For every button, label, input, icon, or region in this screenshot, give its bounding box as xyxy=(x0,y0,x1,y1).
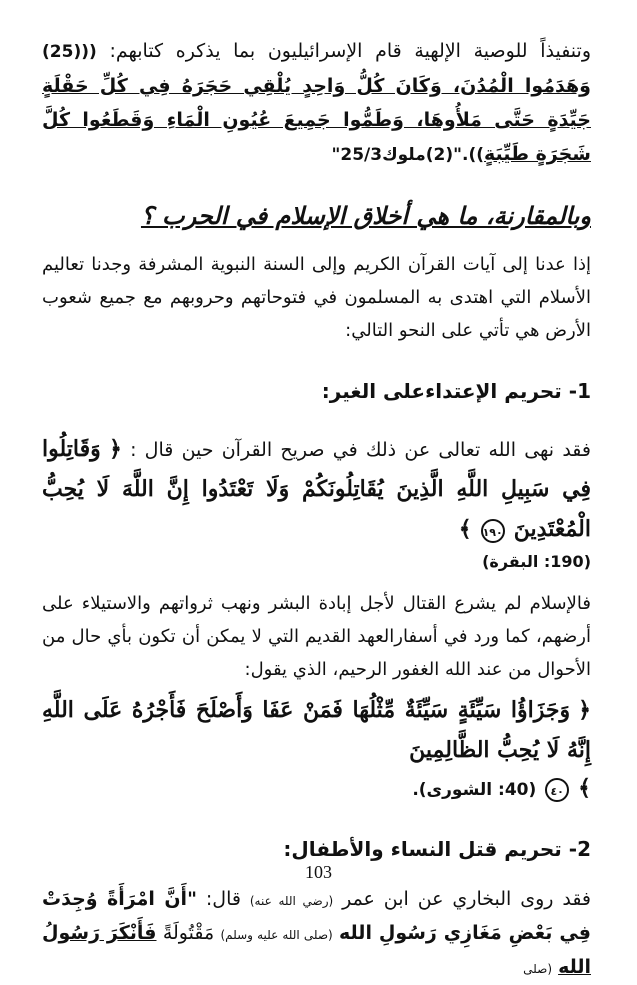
intro-paragraph: إذا عدنا إلى آيات القرآن الكريم وإلى السنة النبوية المشرفة وجدنا تعاليم الأسلام التي اهتدى به المسلمون في فتوحاتهم وحروبهم مع جميع شعوب الأرض هي تأتي على النحو التالي: xyxy=(42,254,591,341)
opening-intro: وتنفيذاً للوصية الإلهية قام الإسرائيليون بما يذكره كتابهم: xyxy=(109,40,592,62)
page-number: 103 xyxy=(305,862,332,882)
quran-verse-190: وَقَاتِلُوا فِي سَبِيلِ اللَّهِ الَّذِينَ يُقَاتِلُونَكُمْ وَلَا تَعْتَدُوا إِنَّ اللَّهَ لَا يُحِبُّ الْمُعْتَدِينَ xyxy=(42,436,591,542)
hadith-text-b: مَقْتُولَةً xyxy=(162,922,215,944)
quote-close-mark: )) xyxy=(468,145,485,165)
quran-verse-40: وَجَزَاؤُا سَيِّئَةٍ سَيِّئَةٌ مِّثْلُهَا فَمَنْ عَفَا وَأَصْلَحَ فَأَجْرُهُ عَلَى اللَّهِ إِنَّهُ لَا يُحِبُّ الظَّالِمِينَ xyxy=(42,697,591,763)
subheading-1: 1- تحريم الإعتداءعلى الغير: xyxy=(321,379,591,403)
hadith-text-c: فَأَنْكَرَ رَسُولُ الله xyxy=(42,922,591,978)
verse-number: (25) xyxy=(42,42,82,62)
verse-reference-1: (190: البقرة) xyxy=(482,552,591,571)
honorific-radi: (رضي الله عنه) xyxy=(249,894,334,908)
verse-reference-text-2: (40: الشورى). xyxy=(412,780,537,800)
quran-intro-1 xyxy=(42,429,591,549)
ayah-number-mark: ١٩٠ xyxy=(481,519,505,543)
quran-intro-text: فقد نهى الله تعالى عن ذلك في صريح القرآن حين قال : xyxy=(130,439,591,461)
biblical-source: ."(2)ملوك25/3" xyxy=(331,145,469,165)
quote-open-mark: (( xyxy=(81,42,97,62)
verse-reference-2 xyxy=(42,776,591,803)
biblical-quote: وَهَدَمُوا الْمُدُنَ، وَكَانَ كُلُّ وَاحِدٍ يُلْقِي حَجَرَهُ فِي كُلِّ حَقْلَةٍ جَيِّدَةٍ حَتَّى مَلأُوهَا، وَطَمُّوا جَمِيعَ عُيُونِ الْمَاءِ وَقَطَعُوا كُلَّ شَجَرَةٍ طَيِّبَةٍ xyxy=(42,75,591,165)
subheading-2: 2- تحريم قتل النساء والأطفال: xyxy=(283,837,591,861)
hadith-said: قال: xyxy=(205,888,241,910)
explanation-paragraph: فالإسلام لم يشرع القتال لأجل إبادة البشر ونهب ثرواتهم والاستيلاء على أرضهم، كما ورد في أسفارالعهد القديم التي لا يمكن أن تكون بأي حال من الأحوال من عند الله الغفور الرحيم، الذي يقول: xyxy=(42,593,591,680)
ornate-bracket-open-2: ﴿ xyxy=(578,698,591,723)
trailing-honorific: (صلى xyxy=(523,962,553,976)
opening-paragraph xyxy=(42,34,591,172)
quran-verse-block-2 xyxy=(42,690,591,770)
ayah-number-mark-2: ٤٠ xyxy=(545,778,569,802)
ornate-bracket-close: ﴾ xyxy=(458,517,472,542)
hadith-text-a: "أَنَّ امْرَأَةً وُجِدَتْ فِي بَعْضِ مَغَازِي رَسُولِ الله xyxy=(42,888,591,944)
hadith-paragraph xyxy=(42,883,591,985)
ornate-bracket-close-2: ﴾ xyxy=(578,776,591,801)
ornate-bracket-open: ﴿ xyxy=(108,437,122,462)
section-heading: وبالمقارنة، ما هي أخلاق الإسلام في الحرب ؟ xyxy=(140,201,591,230)
honorific-salla: (صلى الله عليه وسلم) xyxy=(220,928,333,942)
hadith-narration: فقد روى البخاري عن ابن عمر xyxy=(342,888,592,910)
